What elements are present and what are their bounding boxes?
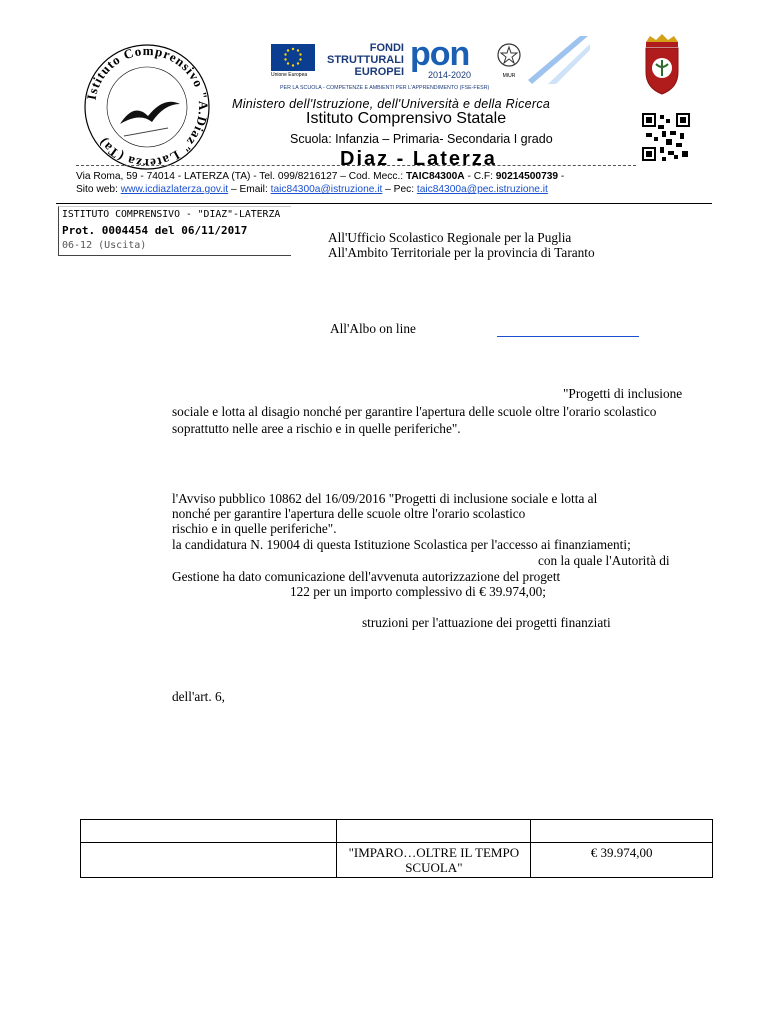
pon-logo bbox=[410, 35, 490, 80]
site-link[interactable]: www.icdiazlaterza.gov.it bbox=[120, 184, 229, 195]
school-levels: Scuola: Infanzia – Primaria- Secondaria I grado bbox=[290, 132, 553, 146]
fondi-label: FONDI STRUTTURALI EUROPEI bbox=[327, 42, 404, 78]
table-row bbox=[81, 843, 713, 878]
table-cell-amount: € 39.974,00 bbox=[531, 843, 713, 878]
table-header-cell bbox=[531, 820, 713, 843]
albo-link-underline[interactable] bbox=[497, 336, 639, 337]
qr-code bbox=[642, 113, 690, 161]
body-rischio: rischio e in quelle periferiche". bbox=[172, 521, 337, 536]
ministry-title: Ministero dell'Istruzione, dell'Università e della Ricerca bbox=[232, 97, 551, 111]
blue-stripe-decoration bbox=[528, 34, 592, 86]
pon-years: 2014-2020 bbox=[428, 70, 472, 80]
stamp-classification: 06-12 (Uscita) bbox=[62, 240, 147, 251]
school-seal-logo bbox=[72, 32, 222, 182]
recipient-ambito: All'Ambito Territoriale per la provincia di Taranto bbox=[328, 245, 595, 260]
stamp-institute: ISTITUTO COMPRENSIVO - "DIAZ"-LATERZA bbox=[62, 209, 281, 220]
table-cell-title: "IMPARO…OLTRE IL TEMPO SCUOLA" bbox=[337, 843, 531, 878]
table-header-cell bbox=[337, 820, 531, 843]
body-apertura: nonché per garantire l'apertura delle scuole oltre l'orario scolastico bbox=[172, 506, 526, 521]
email-label: – Email: bbox=[228, 184, 271, 195]
body-gestione: Gestione ha dato comunicazione dell'avvenuta autorizzazione del progett bbox=[172, 569, 561, 584]
body-avviso: l'Avviso pubblico 10862 del 16/09/2016 "Progetti di inclusione sociale e lotta al bbox=[172, 491, 598, 506]
body-art6: dell'art. 6, bbox=[172, 689, 225, 704]
svg-text:Istituto Comprensivo "A.Diaz" bbox=[84, 43, 212, 171]
cf-prefix: - C.F: bbox=[464, 171, 496, 182]
subject-line-1: "Progetti di inclusione bbox=[563, 386, 683, 401]
header-divider bbox=[56, 203, 712, 204]
recipient-usr: All'Ufficio Scolastico Regionale per la Puglia bbox=[328, 230, 572, 245]
header-dashed-divider bbox=[76, 165, 636, 166]
pon-label: pon bbox=[410, 35, 470, 73]
body-importo: 122 per un importo complessivo di € 39.974,00; bbox=[290, 584, 546, 599]
email-link[interactable]: taic84300a@istruzione.it bbox=[270, 184, 383, 195]
table-header-cell bbox=[81, 820, 337, 843]
seal-circle-text: Istituto Comprensivo "A.Diaz" Laterza (Ta) bbox=[83, 42, 212, 172]
mecc-code: TAIC84300A bbox=[405, 171, 465, 182]
subject-line-2: sociale e lotta al disagio nonché per garantire l'apertura delle scuole oltre l'orario scolastico bbox=[172, 404, 657, 419]
table-header-row bbox=[81, 820, 713, 843]
project-table bbox=[80, 819, 713, 878]
body-istruzioni: struzioni per l'attuazione dei progetti finanziati bbox=[362, 615, 611, 630]
body-autorita: con la quale l'Autorità di bbox=[538, 553, 670, 568]
stamp-protocol: Prot. 0004454 del 06/11/2017 bbox=[62, 224, 248, 237]
pec-link[interactable]: taic84300a@pec.istruzione.it bbox=[416, 184, 548, 195]
protocol-stamp bbox=[58, 206, 291, 256]
pon-subtitle: PER LA SCUOLA - COMPETENZE E AMBIENTI PER L'APPRENDIMENTO (FSE-FESR) bbox=[280, 85, 490, 91]
miur-label: MIUR bbox=[502, 73, 516, 79]
address-line bbox=[76, 171, 564, 182]
fondi-strutturali-logo bbox=[322, 42, 404, 78]
puglia-coat-of-arms bbox=[640, 34, 684, 96]
recipient-albo: All'Albo on line bbox=[330, 321, 416, 336]
cf-code: 90214500739 bbox=[495, 171, 559, 182]
subject-line-3: soprattutto nelle aree a rischio e in quelle periferiche". bbox=[172, 421, 461, 436]
eu-label: Unione Europea bbox=[271, 72, 308, 78]
site-label: Sito web: bbox=[76, 184, 121, 195]
institute-title: Istituto Comprensivo Statale bbox=[306, 110, 507, 127]
eu-flag-logo bbox=[271, 44, 315, 78]
address-suffix: - bbox=[558, 171, 565, 182]
address-prefix: Via Roma, 59 - 74014 - LATERZA (TA) - Tel. 099/8216127 – Cod. Mecc.: bbox=[76, 171, 406, 182]
body-candidatura: la candidatura N. 19004 di questa Istituzione Scolastica per l'accesso ai finanziamenti; bbox=[172, 537, 631, 552]
school-name: Diaz - Laterza bbox=[340, 148, 497, 170]
pec-label: – Pec: bbox=[382, 184, 417, 195]
contacts-line bbox=[76, 184, 548, 195]
italian-emblem-logo bbox=[496, 42, 522, 79]
table-cell-code bbox=[81, 843, 337, 878]
